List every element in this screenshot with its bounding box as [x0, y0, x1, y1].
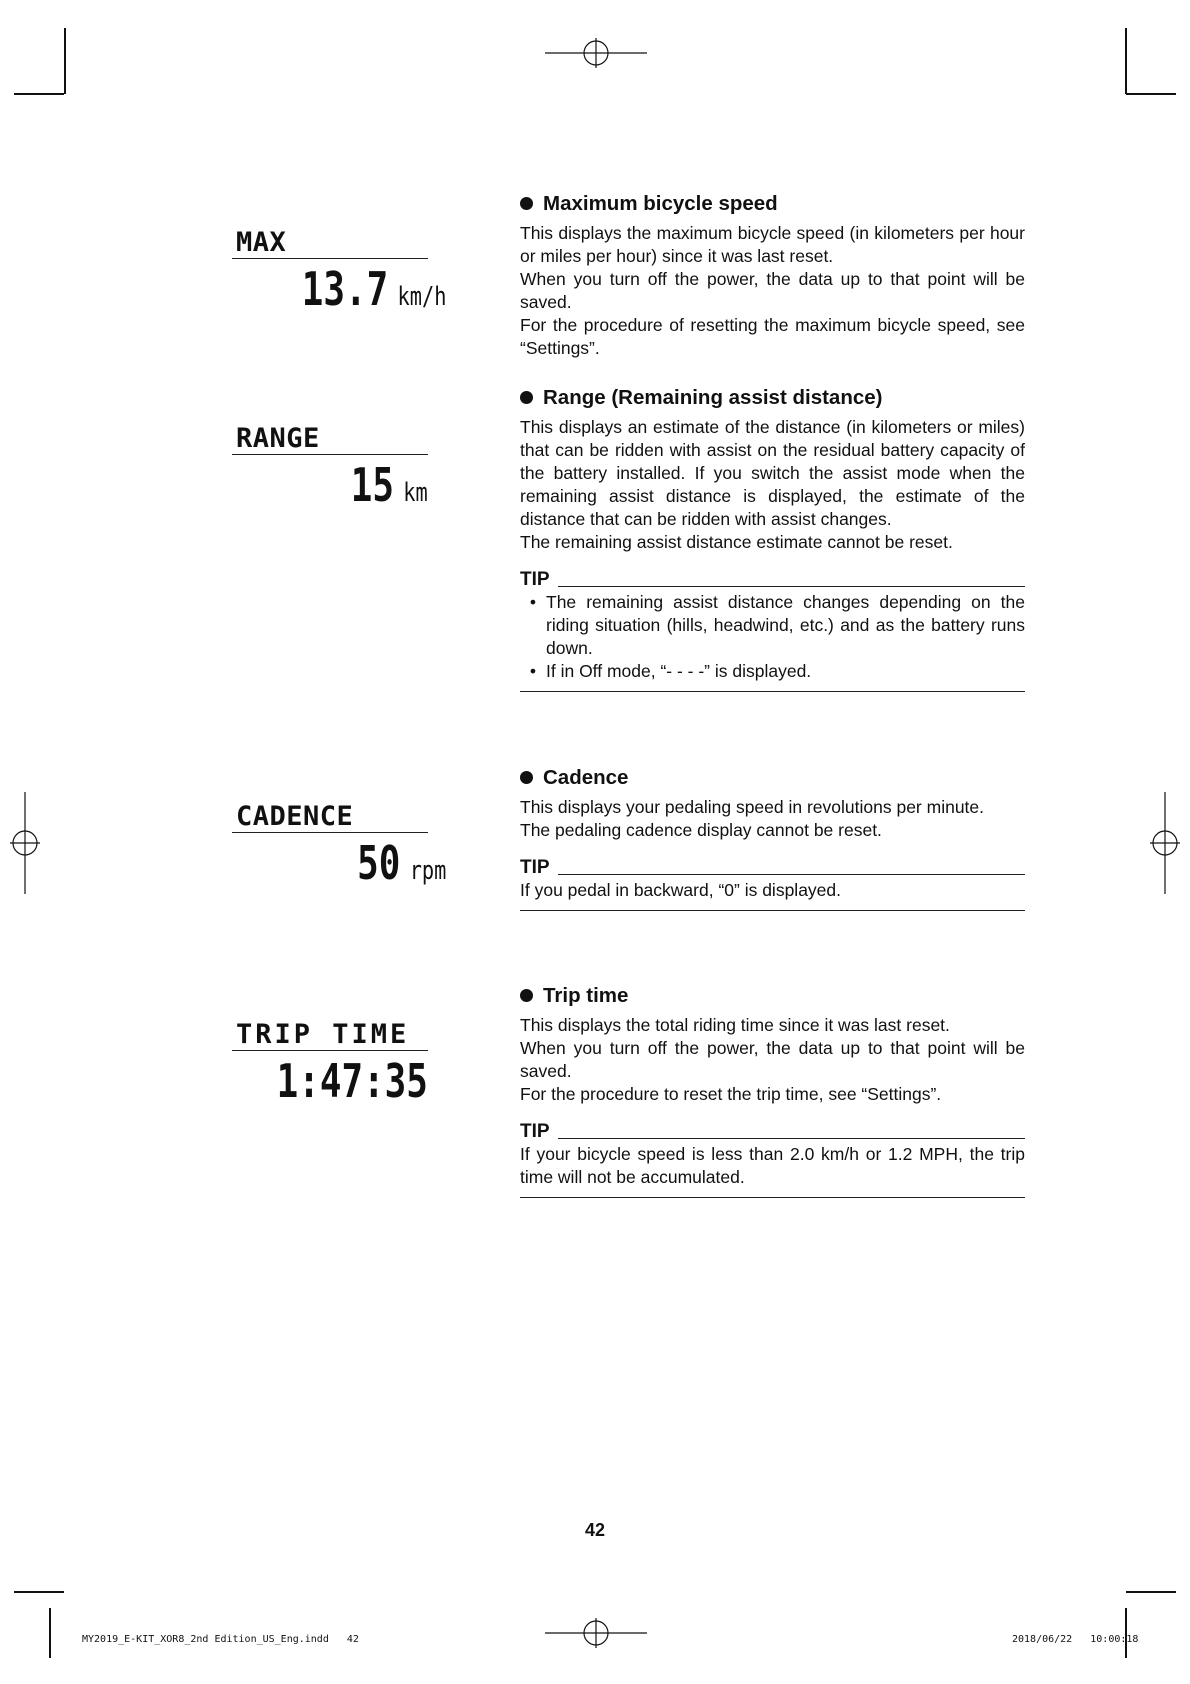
section-heading: Cadence — [520, 766, 1025, 789]
registration-mark-bottom — [545, 1618, 647, 1648]
tip-heading: TIP — [520, 1120, 1025, 1143]
tip-text: If you pedal in backward, “0” is displayed. — [520, 880, 841, 900]
display-range — [232, 423, 428, 512]
display-max — [232, 227, 446, 316]
display-value-row — [357, 836, 446, 890]
paragraph: For the procedure of resetting the maximum bicycle speed, see “Settings”. — [520, 315, 1025, 358]
footer-date-time: 2018/06/22 10:00:18 — [1012, 1634, 1139, 1645]
paragraph: When you turn off the power, the data up to that point will be saved. — [520, 1038, 1025, 1081]
crop-mark — [1125, 1608, 1127, 1658]
tip-box — [520, 591, 1025, 692]
display-trip-time — [232, 1019, 428, 1108]
section-trip-time — [520, 984, 1025, 1198]
display-unit: km — [403, 478, 428, 508]
registration-mark-left — [10, 792, 40, 894]
crop-mark — [14, 93, 64, 95]
display-value-row — [277, 1054, 428, 1108]
crop-mark — [1125, 28, 1127, 94]
registration-mark-right — [1150, 792, 1180, 894]
bullet-icon — [520, 391, 533, 404]
paragraph: This displays your pedaling speed in revolutions per minute. — [520, 797, 985, 817]
tip-item: • If in Off mode, “- - - -” is displayed. — [529, 661, 812, 681]
display-value: 50 — [356, 836, 401, 890]
display-value-row — [301, 262, 446, 316]
crop-mark — [1126, 93, 1176, 95]
paragraph: This displays an estimate of the distance (in kilometers or miles) that can be ridden with assist on the residual battery capacity of the battery installed. If you switch the assist mode when the remaining assist distance is displayed, the estimate of the distance that can be ridden with assist changes. — [520, 417, 1025, 529]
paragraph: For the procedure to reset the trip time, see “Settings”. — [520, 1084, 942, 1104]
tip-box — [520, 1143, 1025, 1198]
section-heading: Trip time — [520, 984, 1025, 1007]
crop-mark — [14, 1591, 64, 1593]
bullet-icon — [520, 197, 533, 210]
section-heading: Range (Remaining assist distance) — [520, 386, 1025, 409]
tip-heading: TIP — [520, 568, 1025, 591]
section-range — [520, 386, 1025, 692]
paragraph: This displays the maximum bicycle speed (in kilometers per hour or miles per hour) since it was last reset. — [520, 223, 1025, 266]
section-cadence — [520, 766, 1025, 911]
display-label: RANGE — [232, 424, 428, 455]
bullet-icon — [520, 771, 533, 784]
section-max-speed — [520, 192, 1025, 360]
display-label: TRIP TIME — [232, 1020, 428, 1051]
display-value: 13.7 — [301, 262, 388, 316]
tip-box — [520, 879, 1025, 911]
tip-item: • The remaining assist distance changes depending on the riding situation (hills, headwind, etc.) and as the battery runs down. — [529, 592, 1025, 658]
display-label: CADENCE — [232, 802, 428, 833]
display-value: 15 — [351, 458, 395, 512]
paragraph: The pedaling cadence display cannot be reset. — [520, 820, 882, 840]
paragraph: The remaining assist distance estimate cannot be reset. — [520, 532, 953, 552]
page-number: 42 — [584, 1520, 606, 1540]
crop-mark — [1126, 1591, 1176, 1593]
display-unit: rpm — [409, 856, 446, 886]
paragraph: This displays the total riding time since it was last reset. — [520, 1015, 950, 1035]
crop-mark — [49, 1608, 51, 1658]
footer-file-info: MY2019_E-KIT_XOR8_2nd Edition_US_Eng.indd 42 — [82, 1634, 359, 1645]
display-unit: km/h — [397, 282, 446, 312]
tip-heading: TIP — [520, 856, 1025, 879]
registration-mark-top — [545, 38, 647, 68]
section-heading: Maximum bicycle speed — [520, 192, 1025, 215]
tip-text: If your bicycle speed is less than 2.0 km/h or 1.2 MPH, the trip time will not be accumulated. — [520, 1144, 1025, 1187]
display-value-row — [351, 458, 428, 512]
display-label: MAX — [232, 228, 428, 259]
display-value: 1:47:35 — [276, 1054, 428, 1108]
display-cadence — [232, 801, 446, 890]
bullet-icon — [520, 989, 533, 1002]
paragraph: When you turn off the power, the data up to that point will be saved. — [520, 269, 1025, 312]
crop-mark — [64, 28, 66, 94]
